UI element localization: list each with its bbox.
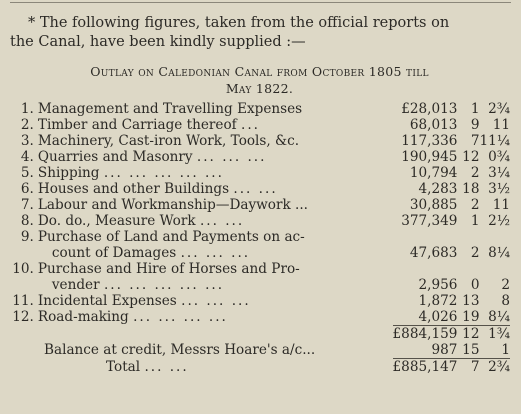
item-pence: 2½ (488, 213, 510, 229)
item-pence: 3½ (488, 181, 510, 197)
leader-dots: ... ... ... ... (133, 309, 228, 325)
item-description (38, 261, 393, 277)
item-shillings: 13 (462, 293, 480, 309)
item-pounds: 4,026 (418, 309, 458, 325)
balance-label: Balance at credit, Messrs Hoare's a/c... (44, 342, 316, 358)
table-row (10, 181, 510, 197)
item-description-text: Incidental Expenses (37, 293, 177, 309)
table-row (10, 197, 510, 213)
balance-pounds: 987 (431, 342, 458, 358)
balance-pence: 1 (501, 342, 510, 358)
item-pounds: 1,872 (418, 293, 458, 309)
total-label-cell (10, 359, 393, 376)
item-description-text: Do. do., Measure Work (37, 213, 196, 229)
total-label: Total (106, 359, 141, 375)
item-description-text: Road-making (37, 309, 129, 325)
table-heading-line-1: Outlay on Caledonian Canal from October 1805 till (90, 64, 429, 79)
item-number: 12. (12, 309, 34, 325)
total-row (10, 359, 510, 376)
table-heading-line-2: May 1822. (225, 81, 294, 96)
leader-dots: ... ... (233, 181, 278, 197)
item-description-text: Quarries and Masonry (37, 149, 193, 165)
item-number: 8. (20, 213, 34, 229)
table-row (10, 117, 510, 133)
item-pounds (393, 261, 458, 277)
item-description (38, 197, 393, 213)
item-pounds: 4,283 (418, 181, 458, 197)
footnote-line-2: the Canal, have been kindly supplied :— (10, 34, 306, 50)
item-number: 3. (20, 133, 34, 149)
item-pence: 0¾ (488, 149, 510, 165)
total-pounds: £885,147 (392, 359, 458, 375)
item-pence (479, 229, 510, 245)
item-pounds: £28,013 (401, 101, 458, 117)
balance-shillings: 15 (462, 342, 480, 358)
item-pence: 8 (501, 293, 510, 309)
item-description (38, 213, 393, 229)
item-pence: 2 (501, 277, 510, 293)
table-row (10, 229, 510, 245)
item-pounds: 117,336 (401, 133, 458, 149)
item-number: 9. (20, 229, 34, 245)
item-description-text: Timber and Carriage thereof (37, 117, 237, 133)
item-pounds: 47,683 (409, 245, 458, 261)
item-pounds: 377,349 (401, 213, 458, 229)
item-description-text: Purchase of Land and Payments on ac- (37, 229, 305, 245)
leader-dots: ... ... ... ... ... (103, 165, 224, 181)
outlay-table (10, 101, 510, 375)
item-description (38, 277, 393, 293)
leader-dots: ... ... ... (181, 293, 251, 309)
item-pounds: 30,885 (409, 197, 458, 213)
item-description (38, 133, 393, 149)
item-shillings: 1 (470, 213, 480, 229)
item-number: 7. (20, 197, 34, 213)
table-row (10, 149, 510, 165)
item-number: 2. (20, 117, 34, 133)
top-rule (10, 2, 511, 3)
item-number: 4. (20, 149, 34, 165)
outlay-summary (10, 325, 510, 375)
item-description (38, 181, 393, 197)
item-number (10, 277, 38, 293)
item-shillings: 2 (470, 197, 480, 213)
item-description-text: Labour and Workmanship—Daywork ... (37, 197, 308, 213)
table-row (10, 293, 510, 309)
leader-dots: ... ... (199, 213, 245, 229)
leader-dots: ... ... ... (180, 245, 251, 261)
item-shillings (457, 229, 479, 245)
subtotal-pence: 1¾ (479, 326, 510, 343)
item-shillings: 19 (462, 309, 480, 325)
total-pence: 2¾ (479, 359, 510, 376)
item-pounds (393, 229, 458, 245)
item-description (38, 149, 393, 165)
table-row (10, 261, 510, 277)
footnote-intro (10, 14, 509, 52)
table-heading (10, 63, 509, 97)
table-row (10, 245, 510, 261)
item-description (38, 117, 393, 133)
item-pence: 8¼ (488, 245, 510, 261)
balance-row (10, 342, 510, 358)
table-row (10, 165, 510, 181)
table-row (10, 101, 510, 117)
leader-dots: ... ... ... (196, 149, 267, 165)
item-pence: 11 (492, 197, 510, 213)
item-description-text: Machinery, Cast-iron Work, Tools, &c. (37, 133, 300, 149)
item-shillings: 1 (470, 101, 480, 117)
table-row (10, 309, 510, 325)
item-number: 1. (20, 101, 34, 117)
footnote-line-1: * The following figures, taken from the official reports on (28, 15, 450, 31)
item-pence: 2¾ (488, 101, 510, 117)
item-shillings: 12 (462, 149, 480, 165)
item-shillings: 9 (470, 117, 480, 133)
item-description-text: Purchase and Hire of Horses and Pro- (37, 261, 300, 277)
item-description-text: Shipping (37, 165, 100, 181)
item-description-text: Management and Travelling Expenses (37, 101, 303, 117)
item-description-text: vender (51, 277, 100, 293)
item-shillings (457, 261, 479, 277)
total-shillings: 7 (457, 359, 479, 376)
table-row (10, 133, 510, 149)
item-description (38, 229, 393, 245)
item-pence (479, 261, 510, 277)
item-pounds: 10,794 (409, 165, 458, 181)
item-description (38, 309, 393, 325)
item-pounds: 2,956 (418, 277, 458, 293)
item-shillings: 18 (462, 181, 480, 197)
item-description (38, 101, 393, 117)
item-shillings: 0 (470, 277, 480, 293)
item-shillings: 7 (470, 133, 480, 149)
item-pence: 11¼ (479, 133, 510, 149)
item-number: 11. (12, 293, 34, 309)
item-number: 10. (12, 261, 34, 277)
item-shillings: 2 (470, 245, 480, 261)
item-description-text: count of Damages (51, 245, 177, 261)
item-pounds: 190,945 (401, 149, 458, 165)
subtotal-shillings: 12 (457, 326, 479, 343)
item-pence: 3¼ (488, 165, 510, 181)
table-row (10, 277, 510, 293)
subtotal-pounds: £884,159 (392, 326, 458, 342)
item-number (10, 245, 38, 261)
item-pence: 11 (492, 117, 510, 133)
item-description-text: Houses and other Buildings (37, 181, 230, 197)
item-number: 6. (20, 181, 34, 197)
table-row (10, 213, 510, 229)
item-pounds: 68,013 (409, 117, 458, 133)
outlay-items (10, 101, 510, 325)
item-description (38, 293, 393, 309)
leader-dots: ... ... ... ... ... (103, 277, 225, 293)
item-description (38, 165, 393, 181)
total-dots: ... ... (144, 359, 189, 375)
item-pence: 8¼ (488, 309, 510, 325)
leader-dots: ... (241, 117, 260, 133)
item-description (38, 245, 393, 261)
subtotal-row (10, 326, 510, 343)
item-number: 5. (20, 165, 34, 181)
item-shillings: 2 (470, 165, 480, 181)
